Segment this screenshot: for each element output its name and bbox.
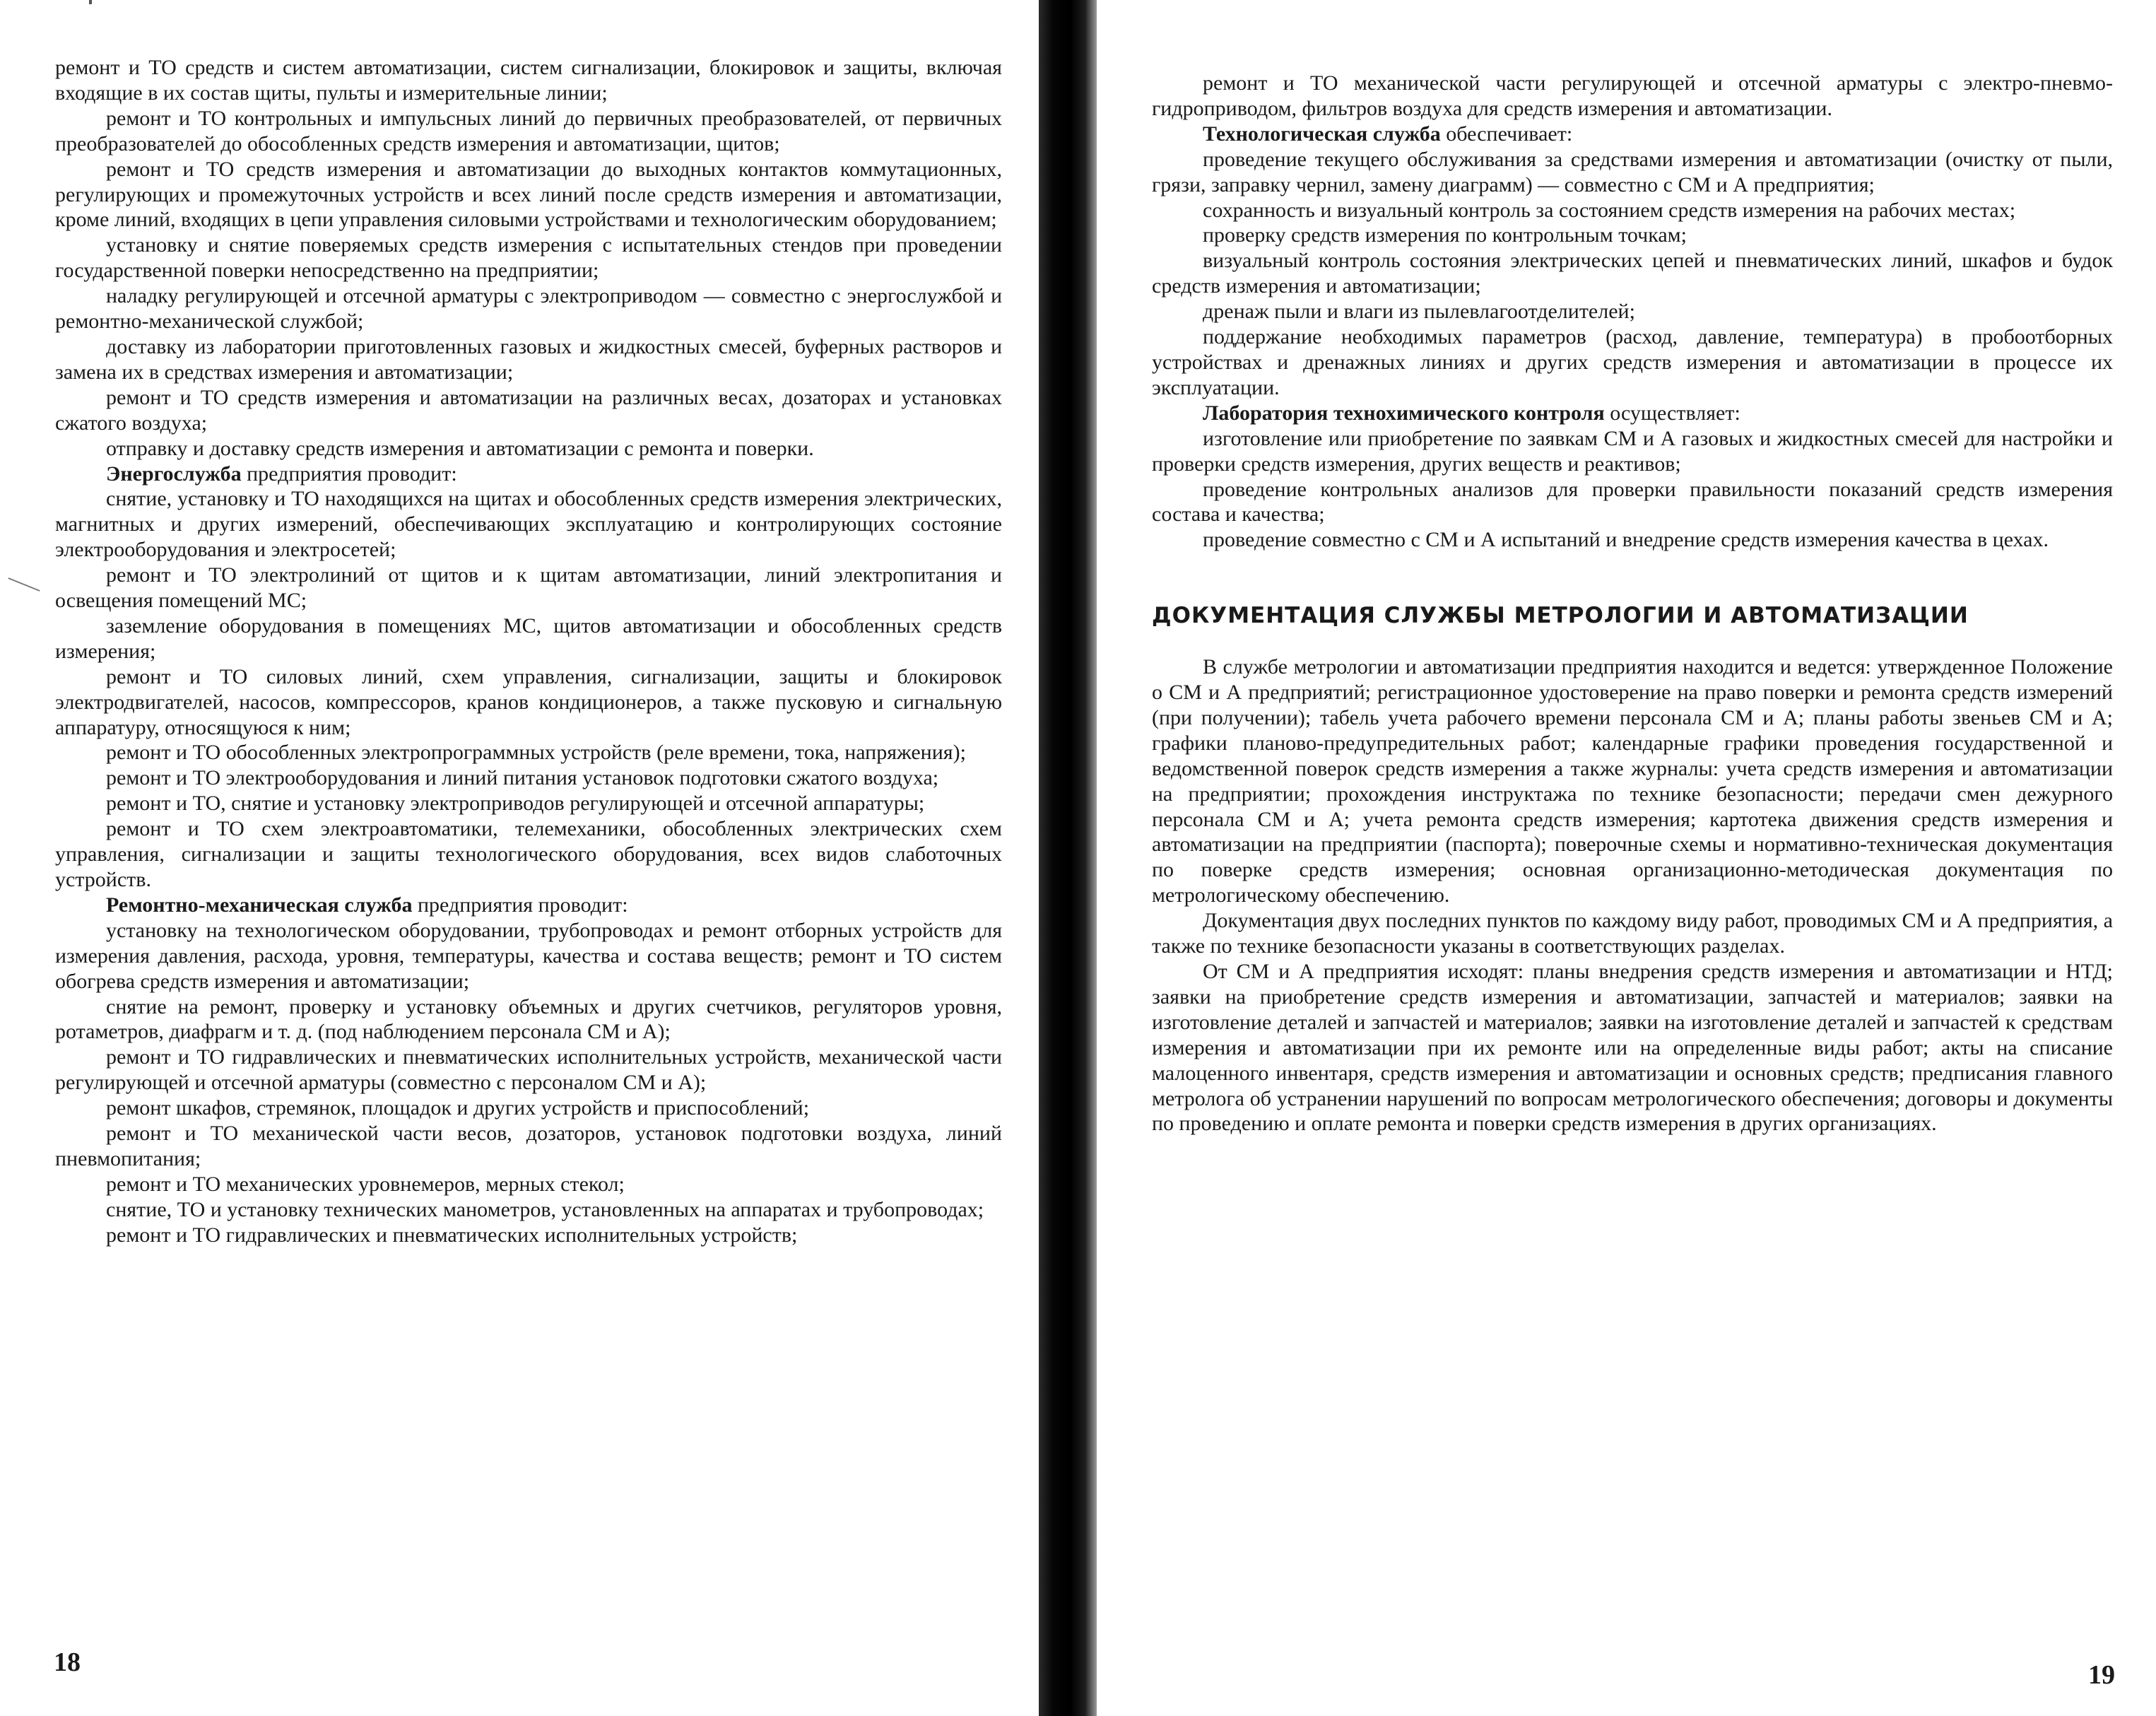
- lab-service-heading: Лаборатория технохимического контроля: [1203, 401, 1605, 425]
- list-item: проверку средств измерения по контрольным точкам;: [1203, 223, 1687, 247]
- list-item: ремонт и ТО гидравлических и пневматических исполнительных устройств;: [106, 1223, 798, 1247]
- list-item: проведение текущего обслуживания за средствами измерения и автоматизации (очистку от пыли, грязи, заправку чернил, замену диаграмм) — совместно с СМ и А предприятия;: [1152, 147, 2113, 196]
- list-item: ремонт и ТО гидравлических и пневматических исполнительных устройств, механической части регулирующей и отсечной арматуры (совместно с персоналом СМ и А);: [55, 1045, 1002, 1095]
- page-number: 19: [2088, 1660, 2115, 1690]
- list-item: проведение контрольных анализов для проверки правильности показаний средств измерения состава и качества;: [1152, 477, 2113, 527]
- list-item: ремонт шкафов, стремянок, площадок и других устройств и приспособлений;: [106, 1096, 810, 1120]
- paragraph: доставку из лаборатории приготовленных газовых и жидкостных смесей, буферных растворов и замена их в средствах измерения и автоматизации;: [55, 334, 1002, 384]
- left-page: [0, 0, 1060, 1716]
- energy-service-heading: Энергослужба: [106, 462, 242, 486]
- list-item: установку на технологическом оборудовании, трубопроводах и ремонт отборных устройств для измерения давления, расхода, уровня, температуры, качества и состава веществ; ремонт и ТО систем обогрева средств измерения и автоматизации;: [55, 918, 1002, 993]
- list-item: снятие, ТО и установку технических манометров, установленных на аппаратах и трубопроводах;: [106, 1197, 984, 1221]
- paragraph: Документация двух последних пунктов по каждому виду работ, проводимых СМ и А предприятия, а также по технике безопасности указаны в соответствующих разделах.: [1152, 909, 2113, 958]
- paragraph: От СМ и А предприятия исходят: планы внедрения средств измерения и автоматизации и НТД; заявки на приобретение средств измерения и автоматизации, запчастей и материалов; заявки на изготовление деталей и запчастей и материалов; заявки на изготовление деталей и запчастей к средствам измерения и автоматизации при их ремонте или на определенные виды работ; акты на списание малоценного инвентаря, средств измерения и автоматизации и основных средств; предписания главного метролога об устранении нарушений по вопросам метрологического обеспечения; договоры и документы по проведению и оплате ремонта и поверки средств измерения в других организациях.: [1152, 960, 2113, 1136]
- list-item: поддержание необходимых параметров (расход, давление, температура) в пробоотборных устройствах и дренажных линиях и других средств измерения и автоматизации в процессе их эксплуатации.: [1152, 325, 2113, 399]
- list-item: ремонт и ТО механических уровнемеров, мерных стекол;: [106, 1172, 625, 1196]
- paragraph: ремонт и ТО средств и систем автоматизации, систем сигнализации, блокировок и защиты, включая входящие в их состав щиты, пульты и измерительные линии;: [55, 56, 1002, 105]
- mechanical-service-heading: Ремонтно-механическая служба: [106, 893, 413, 917]
- paragraph: установку и снятие поверяемых средств измерения с испытательных стендов при проведении государственной поверки непосредственно на предприятии;: [55, 233, 1002, 283]
- list-item: ремонт и ТО механической части весов, дозаторов, установок подготовки воздуха, линий пневмопитания;: [55, 1122, 1002, 1170]
- paragraph: наладку регулирующей и отсечной арматуры с электроприводом — совместно с энергослужбой и ремонтно-механической службой;: [55, 284, 1002, 334]
- list-item: ремонт и ТО электролиний от щитов и к щитам автоматизации, линий электропитания и освещения помещений МС;: [55, 563, 1002, 613]
- list-item: снятие, установку и ТО находящихся на щитах и обособленных средств измерения электрических, магнитных и других измерений, обеспечивающих эксплуатацию и контролирующих состояние электрооборудования и электросетей;: [55, 487, 1002, 562]
- list-item: ремонт и ТО схем электроавтоматики, телемеханики, обособленных электрических схем управления, сигнализации и защиты технологического оборудования, всех видов слаботочных устройств.: [55, 817, 1002, 891]
- list-item: ремонт и ТО, снятие и установку электроприводов регулирующей и отсечной аппаратуры;: [106, 792, 925, 816]
- tech-service-intro: Технологическая служба обеспечивает:: [1203, 122, 1573, 146]
- list-item: визуальный контроль состояния электрических цепей и пневматических линий, шкафов и будок средств измерения и автоматизации;: [1152, 249, 2113, 298]
- list-item: заземление оборудования в помещениях МС, щитов автоматизации и обособленных средств измерения;: [55, 613, 1002, 663]
- paragraph: ремонт и ТО механической части регулирующей и отсечной арматуры с электро-пневмо-гидроприводом, фильтров воздуха для средств измерения и автоматизации.: [1152, 71, 2113, 120]
- list-item: проведение совместно с СМ и А испытаний и внедрение средств измерения качества в цехах.: [1203, 528, 2049, 552]
- tech-service-heading: Технологическая служба: [1203, 122, 1441, 146]
- paragraph: ремонт и ТО контрольных и импульсных линий до первичных преобразователей, от первичных преобразователей до обособленных средств измерения и автоматизации, щитов;: [55, 106, 1002, 155]
- paragraph: ремонт и ТО средств измерения и автоматизации до выходных контактов коммутационных, регулирующих и промежуточных устройств и всех линий после средств измерения и автоматизации, кроме линий, входящих в цепи управления силовыми устройствами и технологическим оборудованием;: [55, 157, 1002, 232]
- list-item: ремонт и ТО обособленных электропрограммных устройств (реле времени, тока, напряжения);: [106, 741, 966, 765]
- lab-service-intro: Лаборатория технохимического контроля осуществляет:: [1203, 401, 1740, 425]
- list-item: ремонт и ТО электрооборудования и линий питания установок подготовки сжатого воздуха;: [106, 766, 939, 790]
- mechanical-service-intro: Ремонтно-механическая служба предприятия проводит:: [106, 893, 628, 917]
- energy-service-intro: Энергослужба предприятия проводит:: [106, 462, 457, 486]
- list-item: изготовление или приобретение по заявкам СМ и А газовых и жидкостных смесей для настройки и проверки средств измерения, других веществ и реактивов;: [1152, 426, 2113, 476]
- scan-mark: [89, 0, 92, 4]
- list-item: дренаж пыли и влаги из пылевлагоотделителей;: [1203, 300, 1635, 324]
- section-heading: ДОКУМЕНТАЦИЯ СЛУЖБЫ МЕТРОЛОГИИ И АВТОМАТИЗАЦИИ: [1152, 603, 1969, 629]
- list-item: сохранность и визуальный контроль за состоянием средств измерения на рабочих местах;: [1203, 198, 2016, 222]
- right-page-text: [1152, 71, 2113, 1136]
- margin-pen-mark: [8, 577, 40, 592]
- right-page: [1081, 0, 2156, 1716]
- paragraph: ремонт и ТО средств измерения и автоматизации на различных весах, дозаторах и установках сжатого воздуха;: [55, 385, 1002, 435]
- list-item: ремонт и ТО силовых линий, схем управления, сигнализации, защиты и блокировок электродвигателей, насосов, компрессоров, кранов кондиционеров, а также пусковую и сигнальную аппаратуру, относящуюся к ним;: [55, 664, 1002, 739]
- left-page-text: [55, 55, 1002, 1248]
- paragraph: отправку и доставку средств измерения и автоматизации с ремонта и поверки.: [106, 436, 814, 460]
- paragraph: В службе метрологии и автоматизации предприятия находится и ведется: утвержденное Положение о СМ и А предприятий; регистрационное удостоверение на право поверки и ремонта средств измерений (при получении); табель учета рабочего времени персонала СМ и А; планы работы звеньев СМ и А; графики планово-предупредительных работ; календарные графики проведения государственной и ведомственной поверок средств измерения а также журналы: учета средств измерения и автоматизации на предприятии; прохождения инструктажа по технике безопасности; передачи смен дежурного персонала СМ и А; учета ремонта средств измерения; картотека движения средств измерения и автоматизации на предприятии (паспорта); поверочные схемы и нормативно-техническая документация по поверке средств измерения; основная организационно-методическая документация по метрологическому обеспечению.: [1152, 655, 2113, 907]
- page-number: 18: [54, 1647, 81, 1677]
- list-item: снятие на ремонт, проверку и установку объемных и других счетчиков, регуляторов уровня, ротаметров, диафрагм и т. д. (под наблюдением персонала СМ и А);: [55, 994, 1002, 1044]
